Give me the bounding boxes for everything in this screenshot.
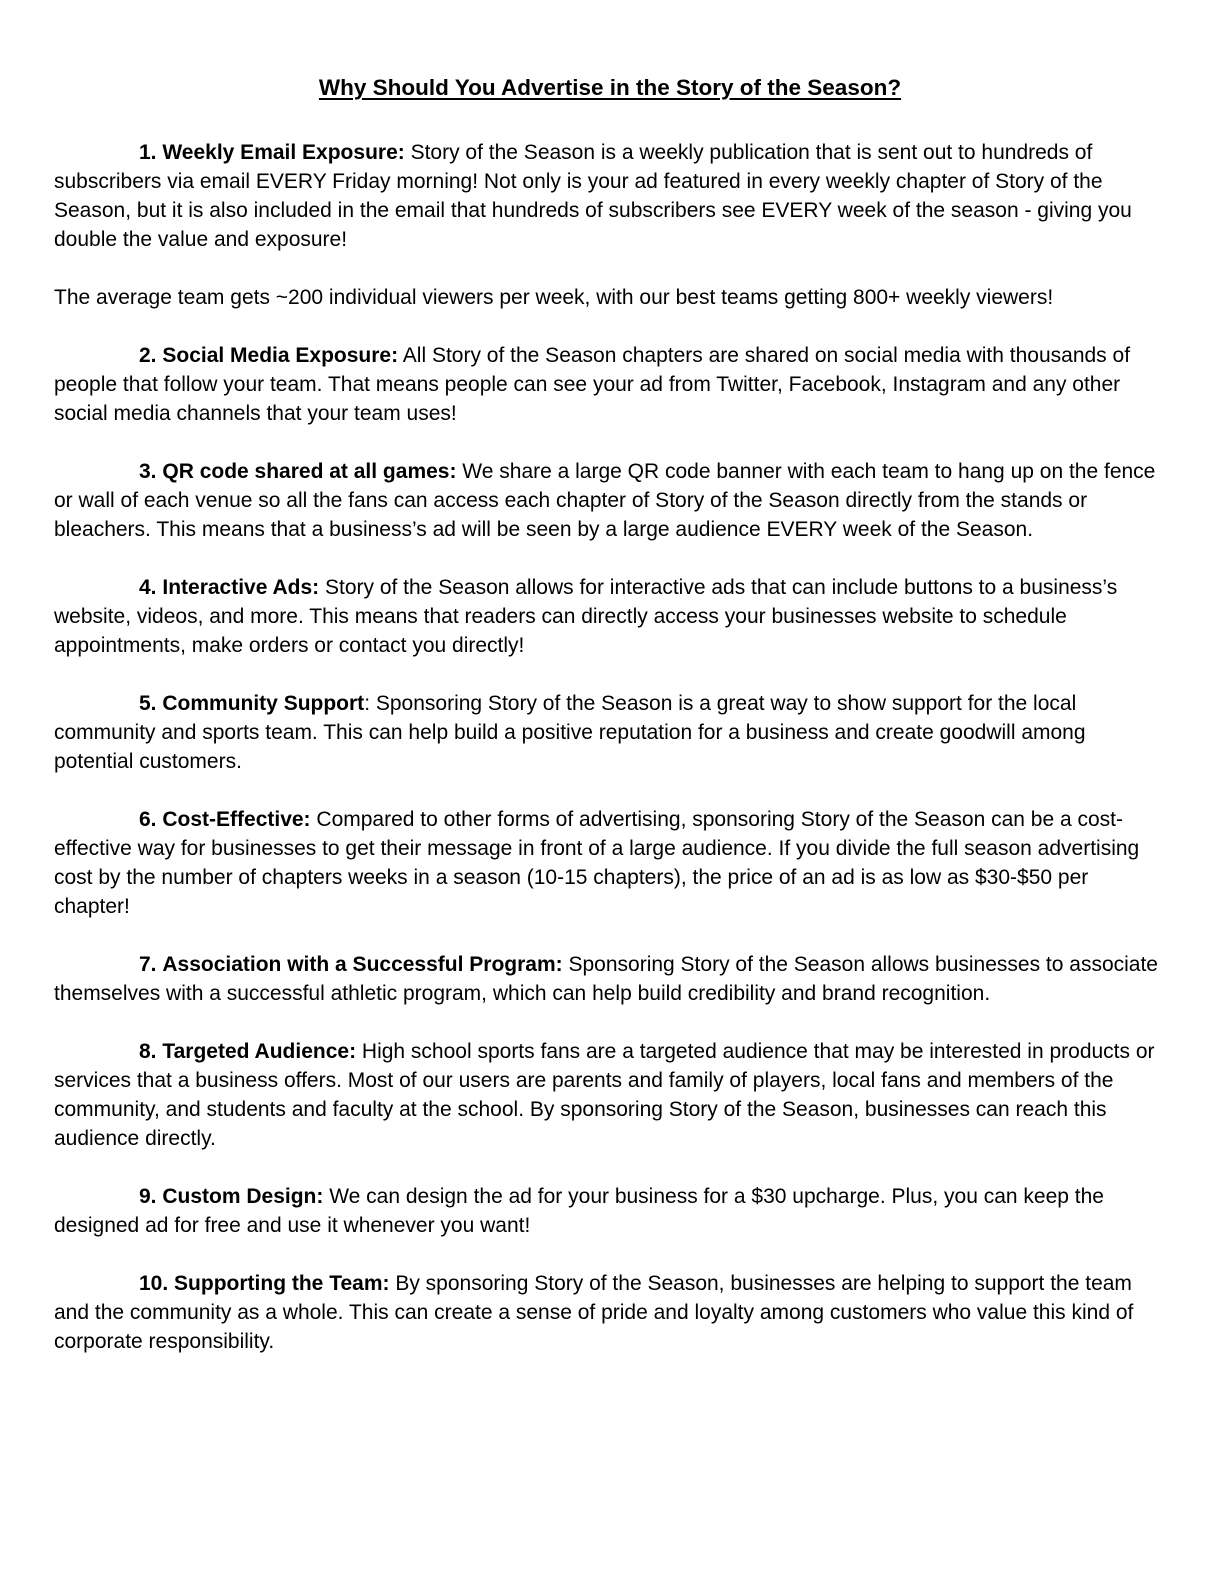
viewers-note (54, 283, 1166, 312)
section-body: Compared to other forms of advertising, sponsoring Story of the Season can be a cost-effective way for businesses to get their message in front of a large audience. If you divide the full season advertising cost by the number of chapters weeks in a season (10-15 chapters), the price of an ad is as low as $30-$50 per chapter! (54, 808, 1140, 918)
section-custom-design (54, 1182, 1166, 1240)
section-heading: Custom Design: (162, 1185, 324, 1208)
section-number: 9. (139, 1185, 157, 1208)
section-number: 7. (139, 953, 157, 976)
section-weekly-email-exposure (54, 138, 1166, 254)
section-heading: Weekly Email Exposure: (162, 141, 405, 164)
section-number: 10. (139, 1272, 169, 1295)
section-number: 3. (139, 460, 157, 483)
section-community-support (54, 689, 1166, 776)
document-page (54, 70, 1166, 1385)
section-number: 8. (139, 1040, 157, 1063)
section-targeted-audience (54, 1037, 1166, 1153)
section-heading: Social Media Exposure: (162, 344, 399, 367)
section-heading: Interactive Ads: (162, 576, 320, 599)
section-heading: QR code shared at all games: (162, 460, 457, 483)
document-title: Why Should You Advertise in the Story of the Season? (318, 75, 902, 100)
section-heading: Supporting the Team: (174, 1272, 390, 1295)
section-body: Story of the Season is a weekly publication that is sent out to hundreds of subscribers via email EVERY Friday morning! Not only is your ad featured in every weekly chapter of Story of the Season, but it is also included in the email that hundreds of subscribers see EVERY week of the season - giving you double the value and exposure! (54, 141, 1132, 251)
section-number: 5. (139, 692, 157, 715)
section-number: 6. (139, 808, 157, 831)
section-cost-effective (54, 805, 1166, 921)
section-heading: Community Support (162, 692, 365, 715)
section-body: : Sponsoring Story of the Season is a great way to show support for the local community and sports team. This can help build a positive reputation for a business and create goodwill among potential customers. (54, 692, 1086, 773)
section-body: The average team gets ~200 individual viewers per week, with our best teams getting 800+ weekly viewers! (54, 286, 1054, 309)
section-number: 2. (139, 344, 157, 367)
section-supporting-the-team (54, 1269, 1166, 1356)
section-body: We can design the ad for your business for a $30 upcharge. Plus, you can keep the designed ad for free and use it whenever you want! (54, 1185, 1104, 1237)
section-heading: Targeted Audience: (162, 1040, 357, 1063)
section-body: By sponsoring Story of the Season, businesses are helping to support the team and the community as a whole. This can create a sense of pride and loyalty among customers who value this kind of corporate responsibility. (54, 1272, 1134, 1353)
section-qr-code (54, 457, 1166, 544)
section-body: All Story of the Season chapters are shared on social media with thousands of people that follow your team. That means people can see your ad from Twitter, Facebook, Instagram and any other social media channels that your team uses! (54, 344, 1131, 425)
section-body: Story of the Season allows for interactive ads that can include buttons to a business’s website, videos, and more. This means that readers can directly access your businesses website to schedule appointments, make orders or contact you directly! (54, 576, 1118, 657)
section-body: Sponsoring Story of the Season allows businesses to associate themselves with a successful athletic program, which can help build credibility and brand recognition. (54, 953, 1158, 1005)
section-heading: Cost-Effective: (162, 808, 311, 831)
section-social-media-exposure (54, 341, 1166, 428)
section-body: We share a large QR code banner with each team to hang up on the fence or wall of each venue so all the fans can access each chapter of Story of the Season directly from the stands or bleachers. This means that a business’s ad will be seen by a large audience EVERY week of the Season. (54, 460, 1156, 541)
section-number: 1. (139, 141, 157, 164)
section-body: High school sports fans are a targeted audience that may be interested in products or services that a business offers. Most of our users are parents and family of players, local fans and members of the community, and students and faculty at the school. By sponsoring Story of the Season, businesses can reach this audience directly. (54, 1040, 1155, 1150)
section-successful-program (54, 950, 1166, 1008)
section-interactive-ads (54, 573, 1166, 660)
section-number: 4. (139, 576, 157, 599)
section-heading: Association with a Successful Program: (162, 953, 563, 976)
